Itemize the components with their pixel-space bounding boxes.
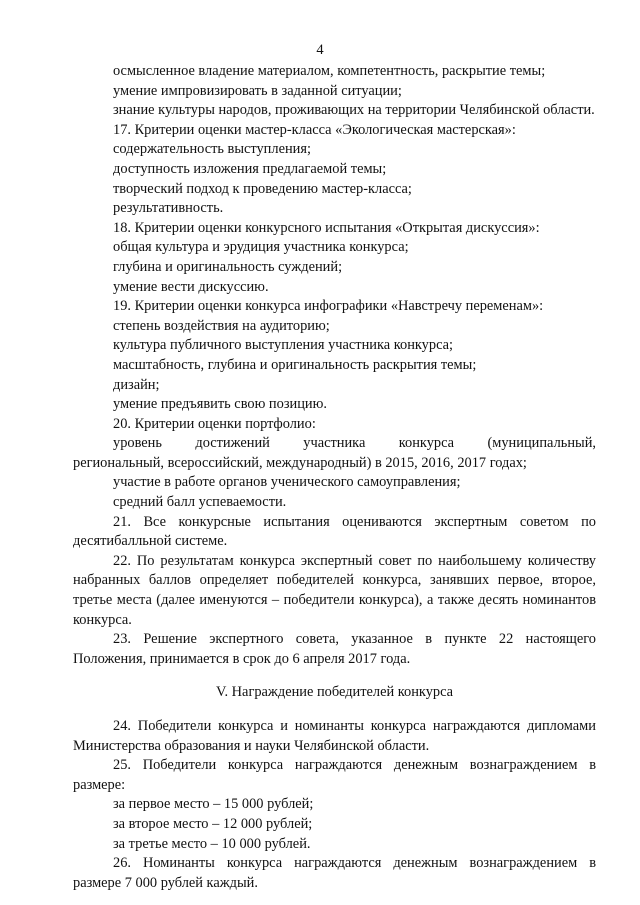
- paragraph: 21. Все конкурсные испытания оцениваются экспертным советом по десятибалльной системе.: [73, 513, 596, 550]
- section-heading: V. Награждение победителей конкурса: [215, 684, 454, 701]
- paragraph: умение предъявить свою позицию.: [113, 396, 327, 413]
- paragraph: степень воздействия на аудиторию;: [113, 317, 330, 334]
- paragraph: региональный, всероссийский, международный) в 2015, 2016, 2017 годах;: [73, 454, 527, 471]
- paragraph: 23. Решение экспертного совета, указанное в пункте 22 настоящего Положения, принимается в срок до 6 апреля 2017 года.: [73, 631, 596, 667]
- paragraph: содержательность выступления;: [113, 141, 311, 158]
- paragraph: дизайн;: [113, 376, 160, 393]
- paragraph: масштабность, глубина и оригинальность раскрытия темы;: [113, 356, 477, 373]
- paragraph: за третье место – 10 000 рублей.: [113, 835, 311, 852]
- paragraph: 19. Критерии оценки конкурса инфографики «Навстречу переменам»:: [113, 298, 544, 315]
- paragraph: результативность.: [113, 200, 224, 217]
- paragraph: 24. Победители конкурса и номинанты конкурса награждаются дипломами Министерства образования и науки Челябинской области.: [73, 718, 596, 754]
- paragraph: умение вести дискуссию.: [113, 278, 269, 295]
- paragraph: 22. По результатам конкурса экспертный совет по наибольшему количеству набранных баллов определяет победителей конкурса, занявших первое, второе, третье места (далее именуются – победители конкурса), а также десять номинантов конкурса.: [73, 552, 596, 628]
- paragraph: общая культура и эрудиция участника конкурса;: [113, 239, 409, 256]
- paragraph: умение импровизировать в заданной ситуации;: [113, 82, 402, 99]
- paragraph: средний балл успеваемости.: [113, 494, 287, 511]
- document-body: [73, 62, 596, 893]
- paragraph: 26. Номинанты конкурса награждаются денежным вознаграждением в размере 7 000 рублей каждый.: [73, 855, 596, 891]
- paragraph: осмысленное владение материалом, компетентность, раскрытие темы;: [113, 63, 546, 79]
- paragraph: за первое место – 15 000 рублей;: [113, 796, 314, 813]
- paragraph: творческий подход к проведению мастер-класса;: [113, 180, 412, 197]
- paragraph: 17. Критерии оценки мастер-класса «Экологическая мастерская»:: [113, 121, 516, 138]
- paragraph: доступность изложения предлагаемой темы;: [113, 160, 387, 177]
- paragraph: глубина и оригинальность суждений;: [113, 258, 343, 275]
- paragraph: знание культуры народов, проживающих на территории Челябинской области.: [113, 102, 595, 119]
- paragraph: 20. Критерии оценки портфолио:: [113, 415, 316, 432]
- paragraph: культура публичного выступления участника конкурса;: [113, 337, 454, 354]
- paragraph: уровень достижений участника конкурса (муниципальный,: [113, 435, 596, 452]
- paragraph: 25. Победители конкурса награждаются денежным вознаграждением в размере:: [73, 757, 596, 793]
- page-number: 4: [316, 42, 324, 58]
- paragraph: участие в работе органов ученического самоуправления;: [113, 474, 461, 491]
- paragraph: 18. Критерии оценки конкурсного испытания «Открытая дискуссия»:: [113, 219, 540, 236]
- paragraph: за второе место – 12 000 рублей;: [113, 815, 313, 832]
